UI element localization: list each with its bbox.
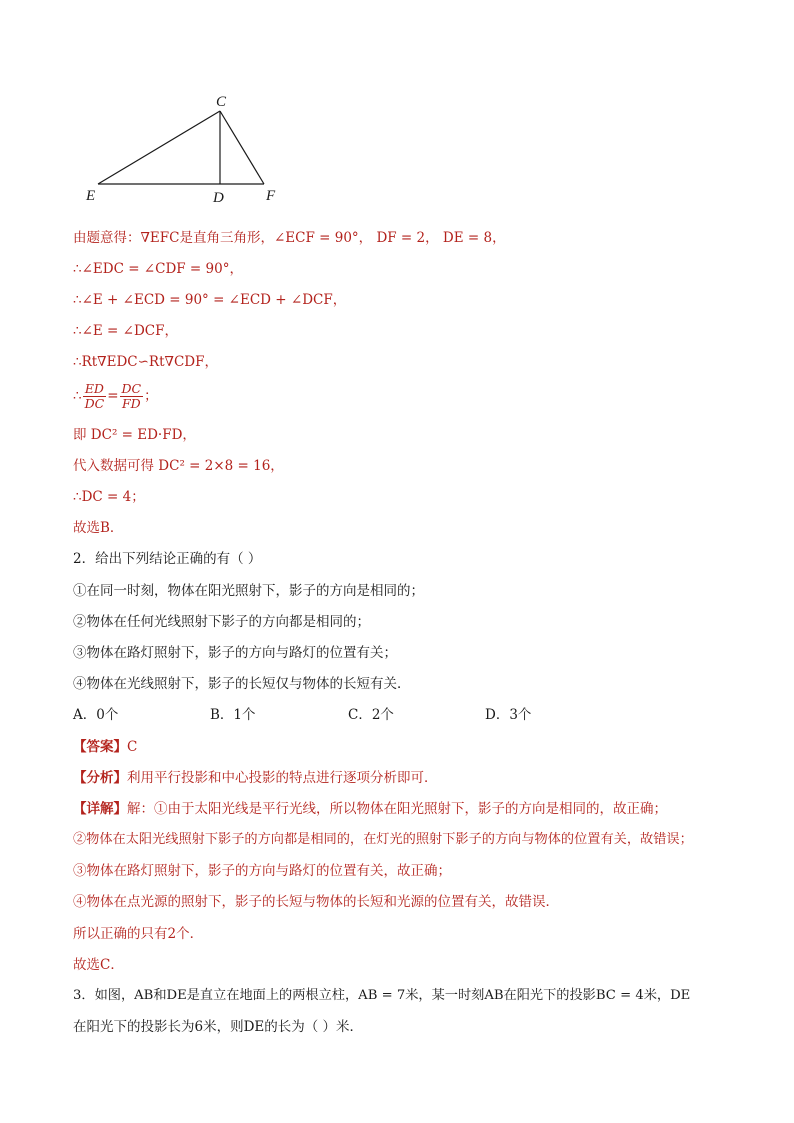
detail-text-1: 解：①由于太阳光线是平行光线，所以物体在阳光照射下，影子的方向是相同的，故正确； bbox=[127, 801, 667, 817]
q2-statement-2: ②物体在任何光线照射下影子的方向都是相同的； bbox=[73, 614, 370, 630]
solution-line-8: 代入数据可得 DC² = 2×8 = 16， bbox=[73, 458, 284, 474]
q2-detail-3: ③物体在路灯照射下，影子的方向与路灯的位置有关，故正确； bbox=[73, 863, 451, 879]
solution-line-4: ∴∠E = ∠DCF， bbox=[73, 323, 178, 339]
solution-line-5: ∴Rt∇EDC∽Rt∇CDF， bbox=[73, 354, 218, 370]
q2-statement-1: ①在同一时刻，物体在阳光照射下，影子的方向是相同的； bbox=[73, 583, 424, 599]
q2-conclusion: 所以正确的只有2个． bbox=[73, 926, 204, 942]
solution-line-7: 即 DC² = ED·FD， bbox=[73, 427, 196, 443]
q2-stem: 2．给出下列结论正确的有（ ） bbox=[73, 551, 262, 567]
q2-detail-1 bbox=[73, 799, 667, 819]
option-d[interactable]: D．3个 bbox=[485, 707, 532, 723]
fraction-denominator: DC bbox=[84, 396, 105, 411]
solution-line-10: 故选B． bbox=[73, 520, 124, 536]
q2-statement-3: ③物体在路灯照射下，影子的方向与路灯的位置有关； bbox=[73, 645, 397, 661]
solution-line-9: ∴DC = 4； bbox=[73, 489, 145, 505]
answer-tag: 【答案】 bbox=[73, 739, 127, 755]
q3-line-1: 3．如图，AB和DE是直立在地面上的两根立柱，AB = 7米，某一时刻AB在阳光下的投影BC = 4米，DE bbox=[73, 988, 691, 1003]
triangle-figure bbox=[70, 88, 330, 218]
option-c[interactable]: C．2个 bbox=[348, 707, 394, 723]
q2-analysis bbox=[73, 768, 438, 788]
fraction-denominator: FD bbox=[121, 396, 141, 411]
q2-detail-2: ②物体在太阳光线照射下影子的方向都是相同的，在灯光的照射下影子的方向与物体的位置有关，故错误； bbox=[73, 832, 693, 847]
q2-detail-4: ④物体在点光源的照射下，影子的长短与物体的长短和光源的位置有关，故错误． bbox=[73, 894, 559, 910]
solution-line-6 bbox=[73, 380, 158, 412]
solution-line-3: ∴∠E + ∠ECD = 90° = ∠ECD + ∠DCF， bbox=[73, 292, 347, 308]
analysis-text: 利用平行投影和中心投影的特点进行逐项分析即可． bbox=[127, 770, 438, 786]
q3-line-2: 在阳光下的投影长为6米，则DE的长为（ ）米． bbox=[73, 1019, 364, 1035]
fraction-dc-fd bbox=[120, 382, 144, 411]
solution-line-2: ∴∠EDC = ∠CDF = 90°， bbox=[73, 261, 243, 277]
q2-answer bbox=[73, 737, 137, 757]
detail-tag: 【详解】 bbox=[73, 801, 127, 817]
q2-choice: 故选C． bbox=[73, 957, 124, 973]
answer-value: C bbox=[127, 739, 138, 755]
fraction-ed-dc bbox=[83, 382, 107, 411]
therefore-symbol: ∴ bbox=[73, 388, 82, 404]
segment-ec bbox=[98, 111, 220, 184]
label-f: F bbox=[266, 188, 276, 204]
fraction-numerator: DC bbox=[121, 381, 142, 396]
option-a[interactable]: A．0个 bbox=[73, 707, 119, 723]
semicolon: ； bbox=[144, 388, 158, 404]
solution-line-1: 由题意得：∇EFC是直角三角形，∠ECF = 90°， DF = 2， DE = 8， bbox=[73, 230, 506, 246]
label-c: C bbox=[216, 94, 227, 110]
fraction-numerator: ED bbox=[83, 382, 107, 397]
analysis-tag: 【分析】 bbox=[73, 770, 127, 786]
label-e: E bbox=[86, 188, 96, 204]
label-d: D bbox=[213, 190, 224, 206]
segment-cf bbox=[220, 111, 264, 184]
equals-sign: = bbox=[107, 388, 119, 404]
q2-statement-4: ④物体在光线照射下，影子的长短仅与物体的长短有关． bbox=[73, 676, 411, 692]
option-b[interactable]: B．1个 bbox=[210, 707, 256, 723]
